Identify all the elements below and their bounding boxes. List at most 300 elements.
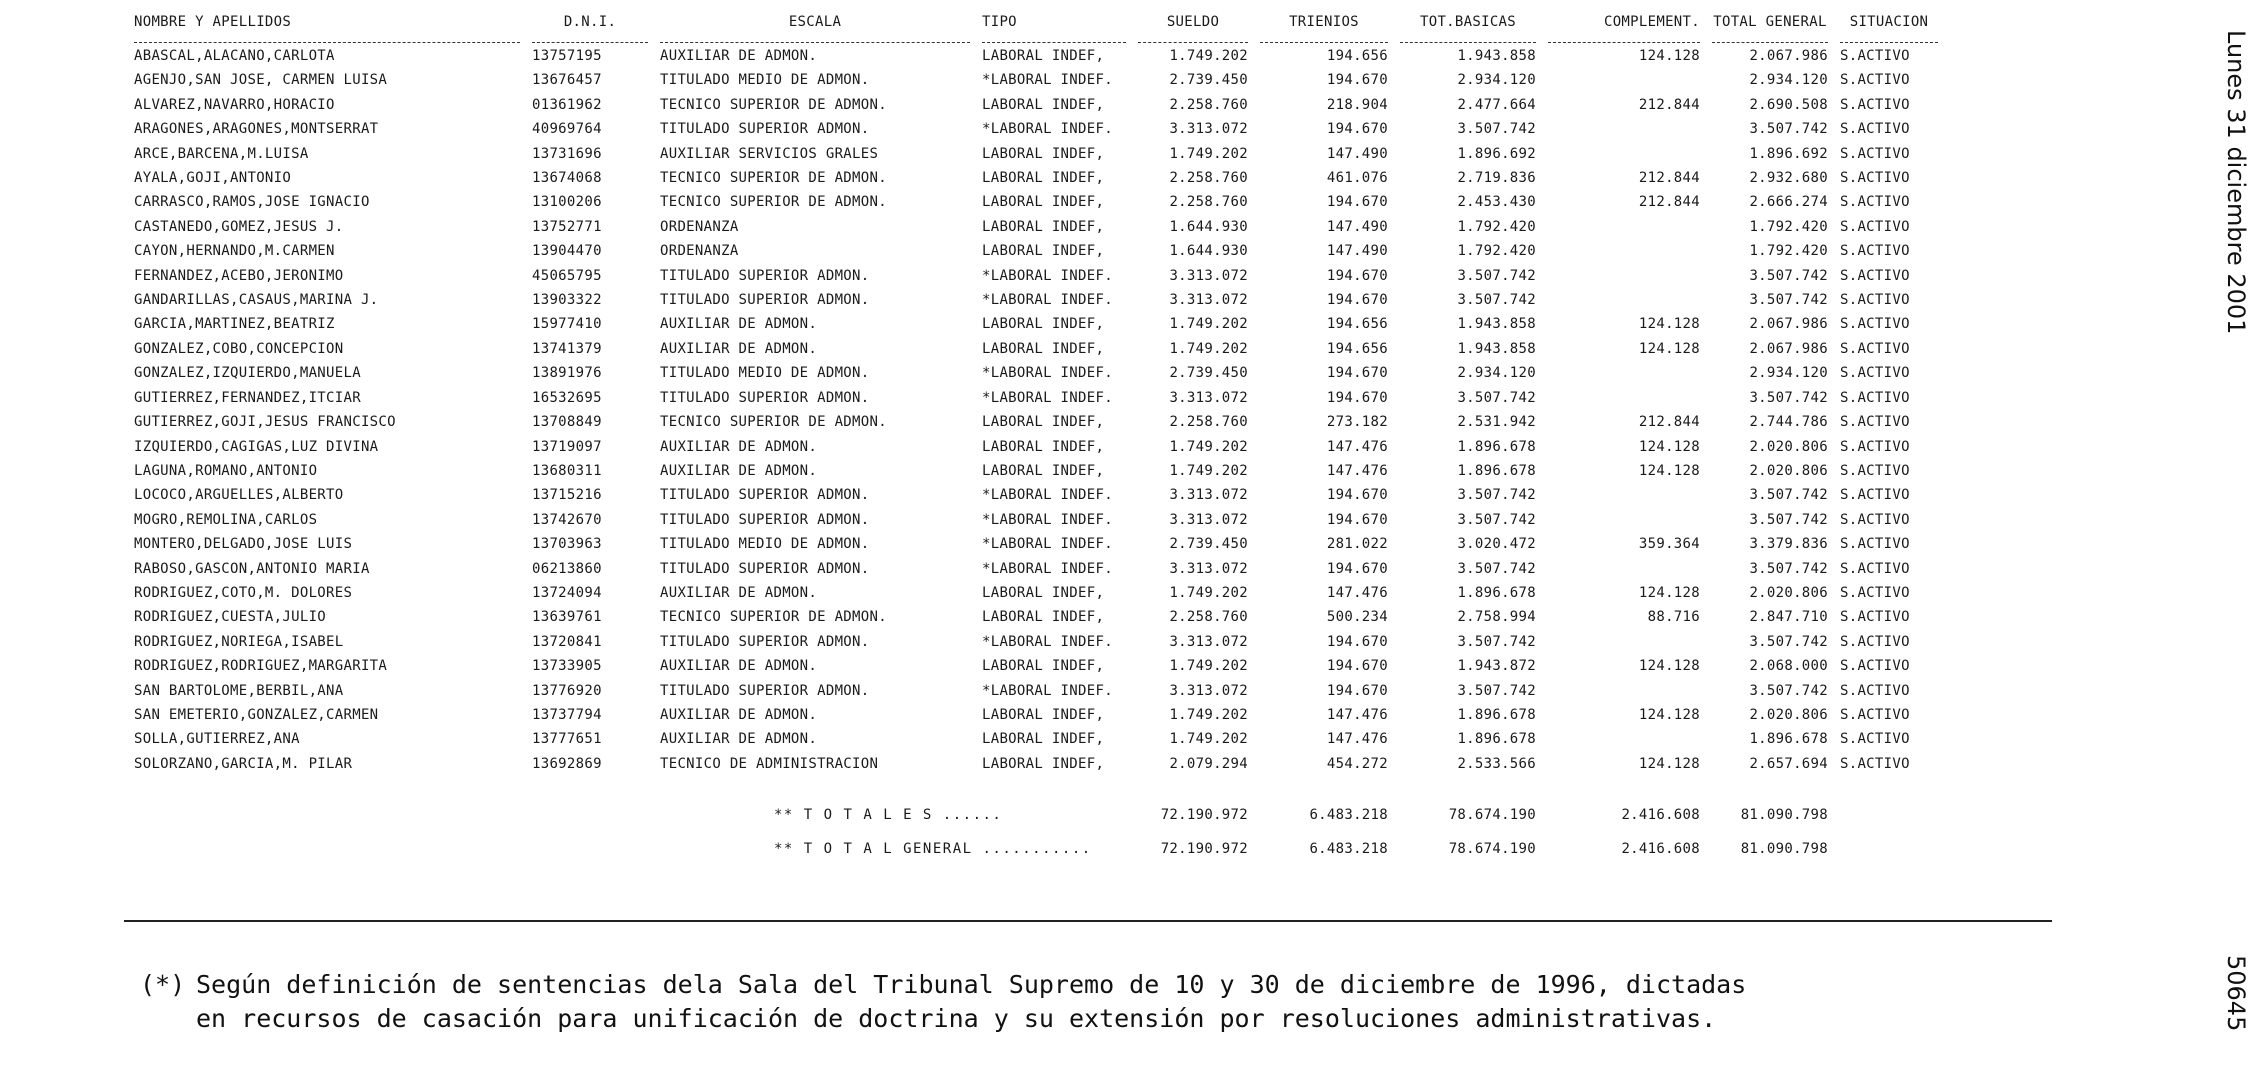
table-row [128,727,1944,751]
total-general-basicas: 78.674.190 [1448,841,1536,858]
cell-trienios: 194.670 [1326,121,1388,138]
cell-situacion: S.ACTIVO [1840,316,1910,333]
cell-trienios: 218.904 [1326,96,1388,113]
cell-complement: 124.128 [1638,706,1700,723]
cell-trienios: 147.476 [1326,438,1388,455]
cell-situacion: S.ACTIVO [1840,243,1910,260]
cell-tot-basicas: 1.943.858 [1457,316,1536,333]
cell-complement: 124.128 [1638,438,1700,455]
cell-total-general: 2.934.120 [1749,72,1828,89]
totals-basicas: 78.674.190 [1448,807,1536,824]
table-row [128,264,1944,288]
cell-sueldo: 1.749.202 [1169,584,1248,601]
cell-dni: 13100206 [532,194,602,211]
cell-total-general: 2.657.694 [1749,755,1828,772]
cell-dni: 13777651 [532,731,602,748]
cell-total-general: 2.932.680 [1749,170,1828,187]
cell-trienios: 194.670 [1326,72,1388,89]
cell-total-general: 3.507.742 [1749,389,1828,406]
cell-complement [1542,361,1706,385]
cell-complement: 124.128 [1638,755,1700,772]
cell-nombre: GUTIERREZ,FERNANDEZ,ITCIAR [134,389,361,406]
cell-situacion: S.ACTIVO [1840,609,1910,626]
cell-sueldo: 1.749.202 [1169,462,1248,479]
cell-nombre: CAYON,HERNANDO,M.CARMEN [134,243,335,260]
side-page-number: 50645 [2222,955,2250,1032]
cell-total-general: 3.507.742 [1749,267,1828,284]
cell-tipo: LABORAL INDEF, [982,170,1105,187]
cell-tipo: *LABORAL INDEF. [982,292,1113,309]
cell-situacion: S.ACTIVO [1840,170,1910,187]
cell-escala: TECNICO SUPERIOR DE ADMON. [660,194,887,211]
cell-situacion: S.ACTIVO [1840,96,1910,113]
footnote-mark: (*) [140,970,186,999]
cell-nombre: SOLORZANO,GARCIA,M. PILAR [134,755,353,772]
cell-tipo: LABORAL INDEF, [982,462,1105,479]
cell-escala: TITULADO SUPERIOR ADMON. [660,633,870,650]
total-general-trienios: 6.483.218 [1309,841,1388,858]
cell-dni: 13715216 [532,487,602,504]
table-row [128,483,1944,507]
cell-dni: 06213860 [532,560,602,577]
cell-complement [1542,508,1706,532]
cell-situacion: S.ACTIVO [1840,462,1910,479]
cell-sueldo: 3.313.072 [1169,487,1248,504]
cell-trienios: 194.670 [1326,633,1388,650]
cell-complement [1542,679,1706,703]
cell-trienios: 454.272 [1326,755,1388,772]
cell-situacion: S.ACTIVO [1840,267,1910,284]
cell-total-general: 3.507.742 [1749,292,1828,309]
cell-nombre: ARCE,BARCENA,M.LUISA [134,145,309,162]
cell-situacion: S.ACTIVO [1840,340,1910,357]
cell-tot-basicas: 2.934.120 [1457,365,1536,382]
cell-total-general: 2.020.806 [1749,438,1828,455]
cell-escala: AUXILIAR DE ADMON. [660,438,818,455]
cell-sueldo: 2.258.760 [1169,96,1248,113]
cell-escala: TECNICO SUPERIOR DE ADMON. [660,609,887,626]
cell-tipo: *LABORAL INDEF. [982,487,1113,504]
cell-sueldo: 2.079.294 [1169,755,1248,772]
cell-escala: AUXILIAR DE ADMON. [660,584,818,601]
cell-escala: TITULADO SUPERIOR ADMON. [660,682,870,699]
cell-dni: 13742670 [532,511,602,528]
cell-sueldo: 1.644.930 [1169,243,1248,260]
cell-tot-basicas: 1.943.872 [1457,658,1536,675]
cell-dni: 13903322 [532,292,602,309]
cell-total-general: 1.792.420 [1749,243,1828,260]
cell-total-general: 2.847.710 [1749,609,1828,626]
totals-label: ** T O T A L E S ...... [774,807,1003,824]
cell-tot-basicas: 3.507.742 [1457,267,1536,284]
cell-escala: TECNICO SUPERIOR DE ADMON. [660,96,887,113]
cell-situacion: S.ACTIVO [1840,682,1910,699]
cell-complement [1542,386,1706,410]
total-general-general: 81.090.798 [1740,841,1828,858]
cell-tipo: *LABORAL INDEF. [982,389,1113,406]
cell-tot-basicas: 1.896.678 [1457,731,1536,748]
table-row [128,654,1944,678]
cell-nombre: IZQUIERDO,CAGIGAS,LUZ DIVINA [134,438,379,455]
cell-tot-basicas: 3.020.472 [1457,536,1536,553]
cell-sueldo: 1.749.202 [1169,658,1248,675]
cell-situacion: S.ACTIVO [1840,633,1910,650]
cell-trienios: 147.476 [1326,706,1388,723]
cell-sueldo: 3.313.072 [1169,560,1248,577]
table-row [128,239,1944,263]
cell-nombre: SOLLA,GUTIERREZ,ANA [134,731,300,748]
cell-sueldo: 3.313.072 [1169,121,1248,138]
footnote [140,968,2076,1036]
cell-escala: TITULADO SUPERIOR ADMON. [660,511,870,528]
cell-total-general: 1.792.420 [1749,218,1828,235]
cell-situacion: S.ACTIVO [1840,487,1910,504]
cell-dni: 13904470 [532,243,602,260]
cell-complement: 124.128 [1638,462,1700,479]
table-row [128,312,1944,336]
cell-complement [1542,142,1706,166]
cell-nombre: MOGRO,REMOLINA,CARLOS [134,511,318,528]
cell-trienios: 194.670 [1326,365,1388,382]
cell-total-general: 2.690.508 [1749,96,1828,113]
cell-trienios: 147.476 [1326,462,1388,479]
cell-sueldo: 2.258.760 [1169,170,1248,187]
header-tot-basicas: TOT.BASICAS [1394,10,1542,44]
cell-tipo: *LABORAL INDEF. [982,682,1113,699]
cell-situacion: S.ACTIVO [1840,560,1910,577]
cell-sueldo: 1.749.202 [1169,706,1248,723]
cell-dni: 13724094 [532,584,602,601]
cell-nombre: GONZALEZ,COBO,CONCEPCION [134,340,344,357]
cell-tipo: *LABORAL INDEF. [982,633,1113,650]
cell-complement [1542,117,1706,141]
cell-trienios: 500.234 [1326,609,1388,626]
cell-total-general: 3.379.836 [1749,536,1828,553]
cell-sueldo: 3.313.072 [1169,292,1248,309]
cell-complement: 212.844 [1638,96,1700,113]
cell-trienios: 147.476 [1326,731,1388,748]
cell-nombre: GONZALEZ,IZQUIERDO,MANUELA [134,365,361,382]
cell-total-general: 2.067.986 [1749,316,1828,333]
cell-escala: AUXILIAR DE ADMON. [660,658,818,675]
totals-trienios: 6.483.218 [1309,807,1388,824]
cell-situacion: S.ACTIVO [1840,48,1910,64]
cell-dni: 40969764 [532,121,602,138]
header-sueldo: SUELDO [1132,10,1254,44]
cell-complement: 212.844 [1638,194,1700,211]
cell-total-general: 3.507.742 [1749,511,1828,528]
cell-tipo: LABORAL INDEF, [982,194,1105,211]
header-total-general: TOTAL GENERAL [1706,10,1834,44]
cell-situacion: S.ACTIVO [1840,121,1910,138]
cell-trienios: 147.490 [1326,145,1388,162]
cell-tipo: LABORAL INDEF, [982,218,1105,235]
cell-total-general: 3.507.742 [1749,121,1828,138]
cell-tot-basicas: 1.792.420 [1457,243,1536,260]
cell-sueldo: 1.749.202 [1169,145,1248,162]
cell-tot-basicas: 2.934.120 [1457,72,1536,89]
table-row [128,117,1944,141]
cell-sueldo: 2.258.760 [1169,414,1248,431]
cell-nombre: GUTIERREZ,GOJI,JESUS FRANCISCO [134,414,396,431]
cell-escala: TITULADO MEDIO DE ADMON. [660,536,870,553]
cell-tot-basicas: 1.896.678 [1457,584,1536,601]
payroll-table [128,10,1944,866]
cell-nombre: RODRIGUEZ,NORIEGA,ISABEL [134,633,344,650]
cell-trienios: 194.670 [1326,292,1388,309]
cell-situacion: S.ACTIVO [1840,292,1910,309]
cell-dni: 13708849 [532,414,602,431]
cell-sueldo: 3.313.072 [1169,267,1248,284]
cell-situacion: S.ACTIVO [1840,72,1910,89]
cell-dni: 13720841 [532,633,602,650]
cell-complement: 212.844 [1638,414,1700,431]
cell-tipo: LABORAL INDEF, [982,340,1105,357]
cell-complement [1542,557,1706,581]
cell-total-general: 2.934.120 [1749,365,1828,382]
cell-tot-basicas: 1.943.858 [1457,340,1536,357]
total-general-row [128,832,1944,866]
cell-escala: TITULADO MEDIO DE ADMON. [660,365,870,382]
cell-situacion: S.ACTIVO [1840,389,1910,406]
cell-nombre: CARRASCO,RAMOS,JOSE IGNACIO [134,194,370,211]
cell-nombre: ARAGONES,ARAGONES,MONTSERRAT [134,121,379,138]
cell-trienios: 281.022 [1326,536,1388,553]
cell-nombre: FERNANDEZ,ACEBO,JERONIMO [134,267,344,284]
table-row [128,679,1944,703]
cell-nombre: ABASCAL,ALACANO,CARLOTA [134,48,335,64]
table-header [128,10,1944,44]
cell-trienios: 194.670 [1326,560,1388,577]
totals-complement: 2.416.608 [1621,807,1700,824]
cell-escala: ORDENANZA [660,218,739,235]
cell-nombre: AGENJO,SAN JOSE, CARMEN LUISA [134,72,388,89]
table-row [128,459,1944,483]
cell-escala: AUXILIAR DE ADMON. [660,731,818,748]
cell-tipo: *LABORAL INDEF. [982,267,1113,284]
cell-tot-basicas: 3.507.742 [1457,292,1536,309]
cell-sueldo: 2.739.450 [1169,536,1248,553]
cell-total-general: 2.067.986 [1749,48,1828,64]
cell-trienios: 194.670 [1326,267,1388,284]
cell-sueldo: 1.644.930 [1169,218,1248,235]
cell-trienios: 194.670 [1326,194,1388,211]
table-row [128,752,1944,776]
cell-tipo: LABORAL INDEF, [982,731,1105,748]
cell-trienios: 147.490 [1326,243,1388,260]
header-situacion: SITUACION [1834,10,1944,44]
footnote-line-1 [140,968,2076,1002]
cell-complement [1542,288,1706,312]
cell-dni: 13731696 [532,145,602,162]
header-complement: COMPLEMENT. [1542,10,1706,44]
cell-situacion: S.ACTIVO [1840,584,1910,601]
cell-nombre: RODRIGUEZ,RODRIGUEZ,MARGARITA [134,658,388,675]
cell-dni: 13752771 [532,218,602,235]
cell-escala: TECNICO SUPERIOR DE ADMON. [660,170,887,187]
cell-tot-basicas: 2.477.664 [1457,96,1536,113]
cell-escala: AUXILIAR DE ADMON. [660,462,818,479]
cell-tot-basicas: 2.533.566 [1457,755,1536,772]
cell-tipo: LABORAL INDEF, [982,48,1105,64]
cell-escala: AUXILIAR DE ADMON. [660,340,818,357]
cell-nombre: AYALA,GOJI,ANTONIO [134,170,292,187]
cell-trienios: 194.656 [1326,316,1388,333]
table-row [128,68,1944,92]
cell-escala: AUXILIAR DE ADMON. [660,48,818,64]
cell-dni: 13776920 [532,682,602,699]
cell-dni: 13719097 [532,438,602,455]
cell-dni: 15977410 [532,316,602,333]
cell-situacion: S.ACTIVO [1840,511,1910,528]
cell-tot-basicas: 1.896.678 [1457,462,1536,479]
cell-sueldo: 2.258.760 [1169,609,1248,626]
table-row [128,581,1944,605]
cell-tipo: LABORAL INDEF, [982,609,1105,626]
table-row [128,435,1944,459]
cell-tot-basicas: 2.758.994 [1457,609,1536,626]
cell-total-general: 2.666.274 [1749,194,1828,211]
cell-total-general: 2.068.000 [1749,658,1828,675]
cell-escala: TITULADO SUPERIOR ADMON. [660,292,870,309]
cell-tot-basicas: 3.507.742 [1457,560,1536,577]
table-row [128,215,1944,239]
cell-sueldo: 2.739.450 [1169,72,1248,89]
cell-tipo: *LABORAL INDEF. [982,72,1113,89]
cell-dni: 45065795 [532,267,602,284]
cell-trienios: 147.476 [1326,584,1388,601]
cell-complement: 124.128 [1638,340,1700,357]
cell-tot-basicas: 1.943.858 [1457,48,1536,64]
cell-complement [1542,630,1706,654]
cell-complement [1542,239,1706,263]
cell-tot-basicas: 1.896.678 [1457,706,1536,723]
table-row [128,630,1944,654]
cell-escala: TECNICO SUPERIOR DE ADMON. [660,414,887,431]
table-row [128,44,1944,68]
cell-complement [1542,215,1706,239]
cell-trienios: 147.490 [1326,218,1388,235]
cell-tipo: LABORAL INDEF, [982,584,1105,601]
cell-escala: TITULADO SUPERIOR ADMON. [660,560,870,577]
cell-trienios: 194.670 [1326,658,1388,675]
table-row [128,532,1944,556]
table-row [128,410,1944,434]
cell-tot-basicas: 3.507.742 [1457,682,1536,699]
cell-complement: 124.128 [1638,584,1700,601]
divider-rule [124,920,2052,922]
cell-complement: 124.128 [1638,48,1700,64]
cell-tipo: LABORAL INDEF, [982,706,1105,723]
cell-total-general: 2.020.806 [1749,706,1828,723]
cell-nombre: ALVAREZ,NAVARRO,HORACIO [134,96,335,113]
cell-trienios: 194.656 [1326,340,1388,357]
table-row [128,190,1944,214]
header-escala: ESCALA [654,10,976,44]
totals-sueldo: 72.190.972 [1160,807,1248,824]
cell-complement [1542,264,1706,288]
table-row [128,361,1944,385]
cell-total-general: 2.020.806 [1749,584,1828,601]
header-dni: D.N.I. [526,10,654,44]
cell-tipo: LABORAL INDEF, [982,414,1105,431]
cell-escala: TITULADO SUPERIOR ADMON. [660,121,870,138]
cell-nombre: GARCIA,MARTINEZ,BEATRIZ [134,316,335,333]
cell-nombre: GANDARILLAS,CASAUS,MARINA J. [134,292,379,309]
table-row [128,557,1944,581]
cell-tot-basicas: 3.507.742 [1457,121,1536,138]
cell-tipo: *LABORAL INDEF. [982,560,1113,577]
cell-complement: 359.364 [1638,536,1700,553]
header-trienios: TRIENIOS [1254,10,1394,44]
cell-tipo: LABORAL INDEF, [982,145,1105,162]
table-body [128,44,1944,776]
cell-dni: 01361962 [532,96,602,113]
cell-nombre: RABOSO,GASCON,ANTONIO MARIA [134,560,370,577]
cell-dni: 13676457 [532,72,602,89]
header-tipo: TIPO [976,10,1132,44]
cell-total-general: 2.067.986 [1749,340,1828,357]
cell-tipo: LABORAL INDEF, [982,316,1105,333]
cell-sueldo: 3.313.072 [1169,682,1248,699]
footnote-text-1: Según definición de sentencias dela Sala del Tribunal Supremo de 10 y 30 de diciembre de 1996, dictadas [196,970,1747,999]
total-general-sueldo: 72.190.972 [1160,841,1248,858]
totals-general: 81.090.798 [1740,807,1828,824]
table-row [128,337,1944,361]
cell-tot-basicas: 2.531.942 [1457,414,1536,431]
cell-complement [1542,483,1706,507]
cell-tipo: LABORAL INDEF, [982,755,1105,772]
cell-tipo: LABORAL INDEF, [982,438,1105,455]
cell-dni: 16532695 [532,389,602,406]
cell-situacion: S.ACTIVO [1840,658,1910,675]
cell-tot-basicas: 3.507.742 [1457,633,1536,650]
cell-tot-basicas: 3.507.742 [1457,511,1536,528]
total-general-label: ** T O T A L GENERAL ........... [774,841,1092,858]
table-row [128,142,1944,166]
cell-escala: TITULADO SUPERIOR ADMON. [660,487,870,504]
cell-situacion: S.ACTIVO [1840,536,1910,553]
cell-dni: 13674068 [532,170,602,187]
header-nombre: NOMBRE Y APELLIDOS [128,10,526,44]
cell-dni: 13741379 [532,340,602,357]
cell-tipo: *LABORAL INDEF. [982,121,1113,138]
cell-total-general: 3.507.742 [1749,560,1828,577]
cell-tot-basicas: 1.896.678 [1457,438,1536,455]
table-row [128,605,1944,629]
cell-nombre: MONTERO,DELGADO,JOSE LUIS [134,536,353,553]
cell-sueldo: 3.313.072 [1169,511,1248,528]
cell-sueldo: 3.313.072 [1169,633,1248,650]
cell-trienios: 194.670 [1326,511,1388,528]
cell-tipo: LABORAL INDEF, [982,96,1105,113]
cell-escala: AUXILIAR DE ADMON. [660,706,818,723]
total-general-complement: 2.416.608 [1621,841,1700,858]
cell-tipo: *LABORAL INDEF. [982,511,1113,528]
cell-sueldo: 1.749.202 [1169,48,1248,64]
cell-sueldo: 1.749.202 [1169,438,1248,455]
cell-dni: 13733905 [532,658,602,675]
cell-complement: 88.716 [1647,609,1700,626]
cell-tipo: *LABORAL INDEF. [982,536,1113,553]
cell-nombre: LOCOCO,ARGUELLES,ALBERTO [134,487,344,504]
cell-escala: TITULADO SUPERIOR ADMON. [660,389,870,406]
table-row [128,508,1944,532]
cell-sueldo: 1.749.202 [1169,316,1248,333]
cell-total-general: 2.020.806 [1749,462,1828,479]
cell-tipo: LABORAL INDEF, [982,243,1105,260]
cell-complement [1542,68,1706,92]
